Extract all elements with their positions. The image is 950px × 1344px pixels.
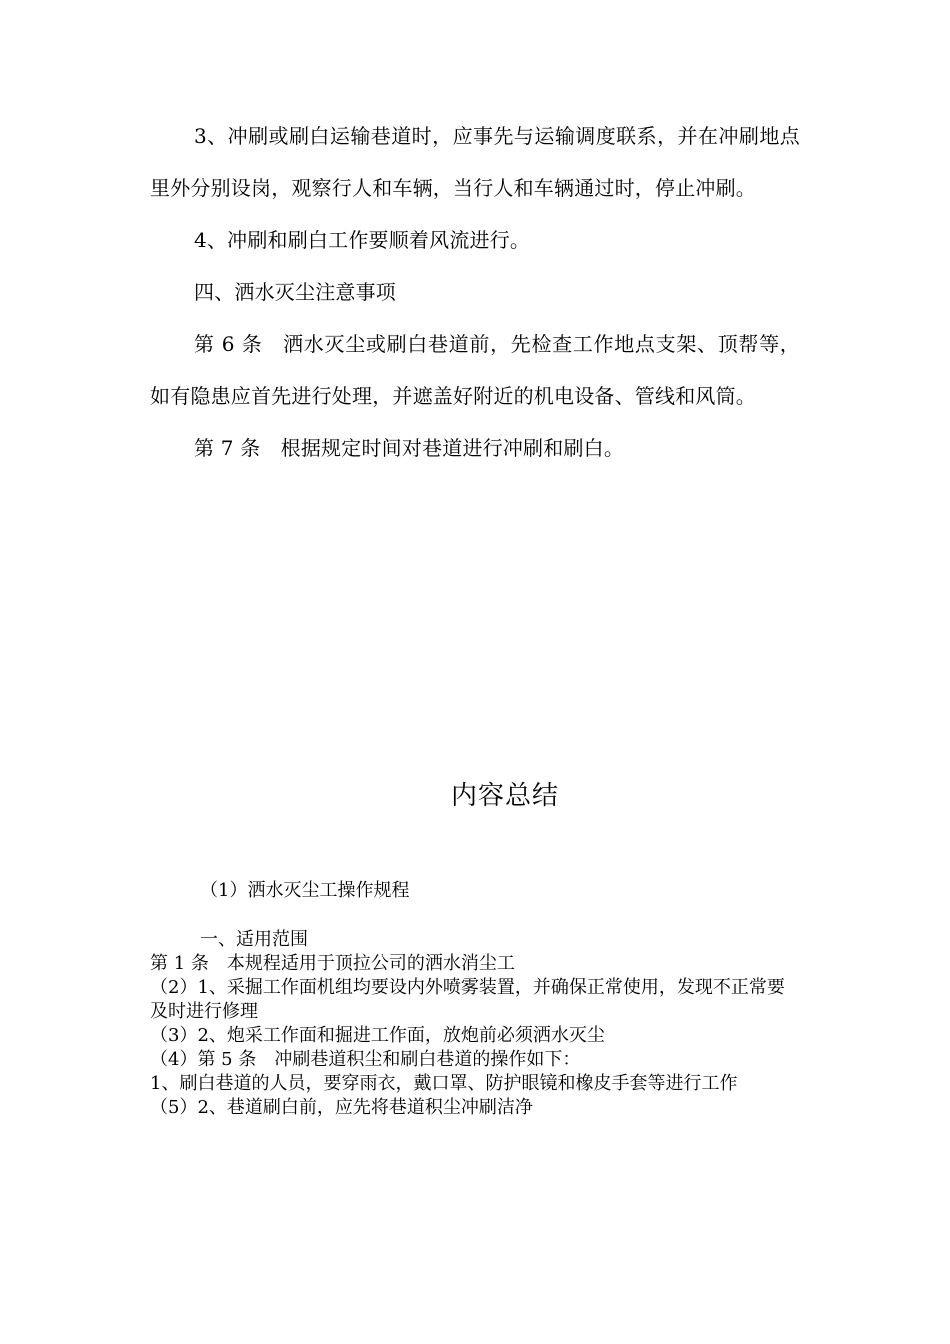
summary-section: 一、适用范围 <box>200 929 308 950</box>
section-heading-precautions: 四、洒水灭尘注意事项 <box>194 280 396 304</box>
article-6: 第 6 条 洒水灭尘或刷白巷道前，先检查工作地点支架、顶帮等，如有隐患应首先进行处理，并遮盖好附近的机电设备、管线和风筒。 <box>150 332 800 408</box>
summary-line: （3）2、炮采工作面和掘进工作面，放炮前必须洒水灭尘 <box>150 1025 605 1046</box>
summary-title: 内容总结 <box>450 781 559 811</box>
article-7: 第 7 条 根据规定时间对巷道进行冲刷和刷白。 <box>194 436 625 460</box>
main-body <box>150 110 800 474</box>
paragraph-follow-airflow: 4、冲刷和刷白工作要顺着风流进行。 <box>194 228 531 252</box>
summary-line: （4）第 5 条 冲刷巷道积尘和刷白巷道的操作如下： <box>150 1049 581 1070</box>
summary-heading: （1）洒水灭尘工操作规程 <box>200 880 410 901</box>
summary-block <box>150 879 800 1120</box>
summary-line: （5）2、巷道刷白前，应先将巷道积尘冲刷洁净 <box>150 1097 533 1118</box>
paragraph-flush-brush-transport-roadway: 3、冲刷或刷白运输巷道时，应事先与运输调度联系，并在冲刷地点里外分别设岗，观察行人和车辆，当行人和车辆通过时，停止冲刷。 <box>150 124 800 200</box>
summary-line: 1、刷白巷道的人员，要穿雨衣，戴口罩、防护眼镜和橡皮手套等进行工作 <box>150 1073 738 1094</box>
summary-line: （2）1、采掘工作面机组均要设内外喷雾装置，并确保正常使用，发现不正常要及时进行修理 <box>150 977 785 1022</box>
summary-line: 第 1 条 本规程适用于顶拉公司的洒水消尘工 <box>150 953 515 974</box>
